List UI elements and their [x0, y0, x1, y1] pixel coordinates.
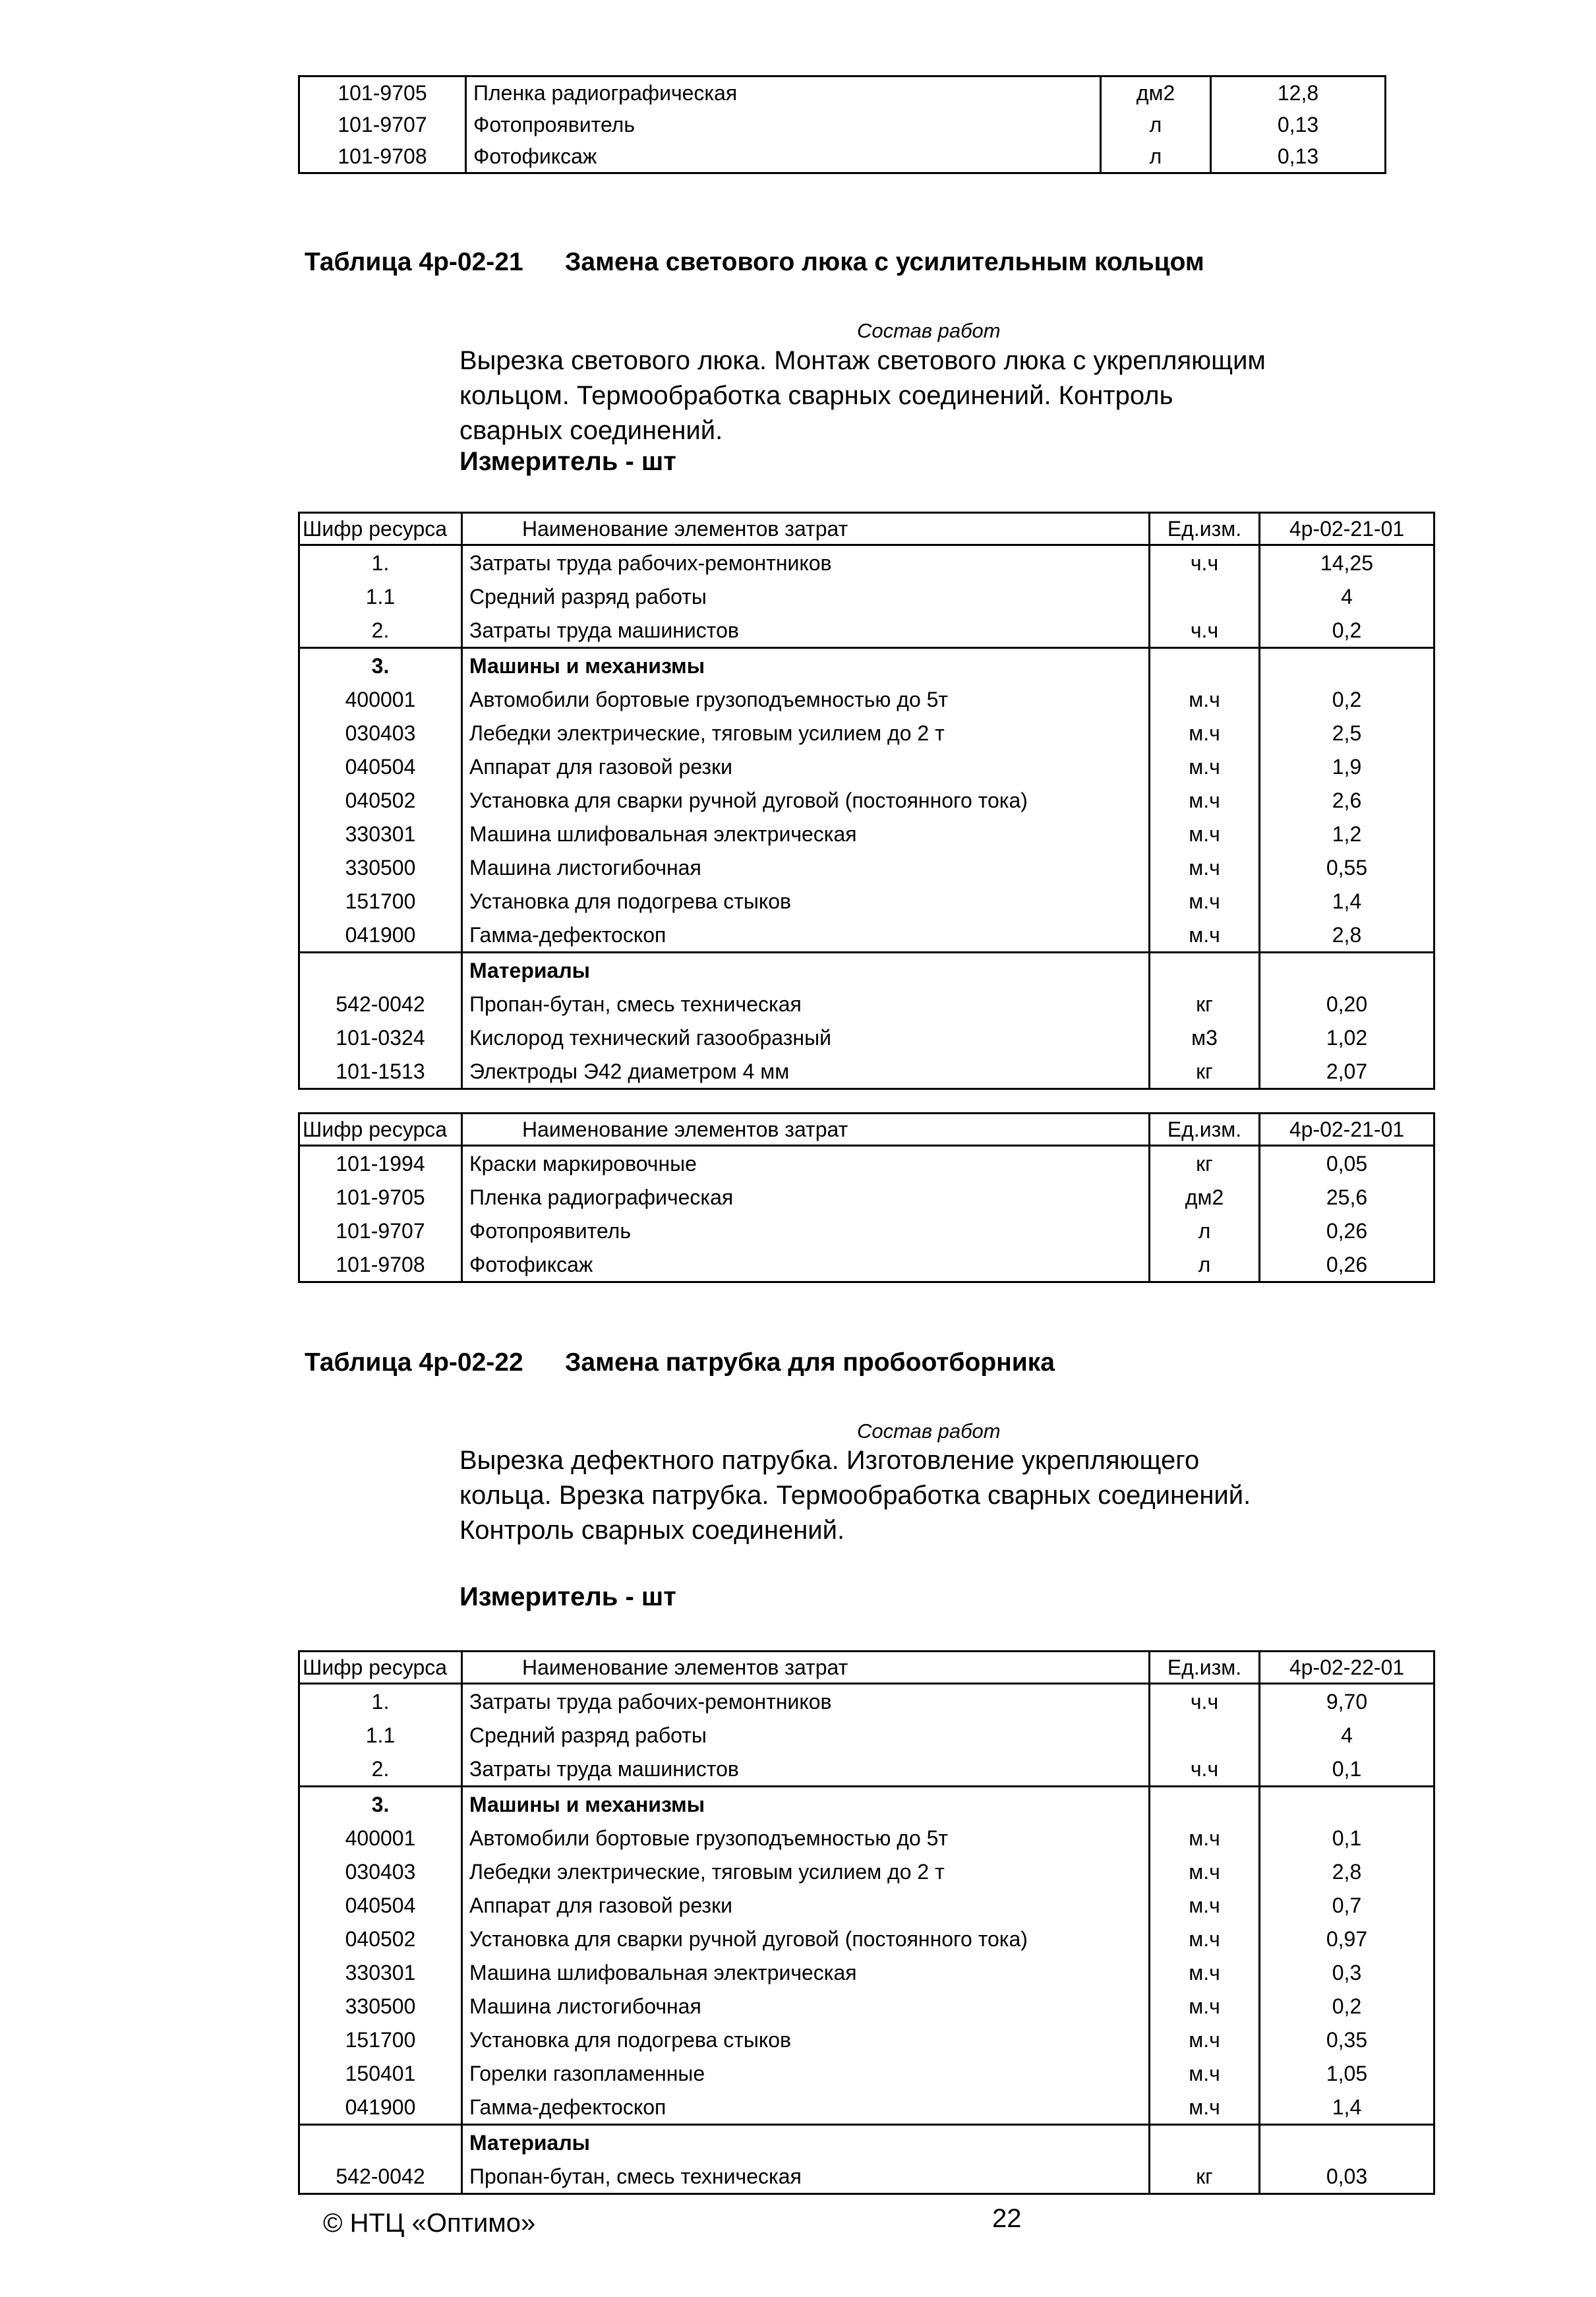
cell-name: Машина листогибочная: [462, 850, 1150, 884]
cell-code: [299, 2125, 462, 2160]
cell-name: Установка для подогрева стыков: [462, 884, 1150, 918]
cell-code: 030403: [299, 716, 462, 750]
cell-name: Электроды Э42 диаметром 4 мм: [462, 1054, 1150, 1089]
table-row: [299, 2159, 1434, 2194]
cell-code: 040502: [299, 783, 462, 817]
cell-code: 101-9707: [299, 1214, 462, 1247]
cell-unit: [1150, 953, 1260, 988]
cell-value: 0,26: [1260, 1247, 1434, 1282]
cell-unit: м.ч: [1150, 783, 1260, 817]
cell-unit: м.ч: [1150, 1888, 1260, 1922]
table-row: [299, 1989, 1434, 2023]
cell-unit: [1150, 1718, 1260, 1752]
section-title: [305, 248, 1204, 277]
cell-code: 040502: [299, 1922, 462, 1955]
materials-table: [298, 1112, 1435, 1283]
cell-unit: кг: [1150, 1054, 1260, 1089]
cell-value: 0,20: [1260, 987, 1434, 1021]
cell-value: 1,4: [1260, 884, 1434, 918]
cell-code: 101-1994: [299, 1146, 462, 1181]
cell-name: Фотопроявитель: [462, 1214, 1150, 1247]
measure-unit: Измеритель - шт: [459, 447, 676, 476]
cell-value: 2,07: [1260, 1054, 1434, 1089]
cell-unit: [1150, 1787, 1260, 1822]
cell-value: 2,8: [1260, 1855, 1434, 1888]
top-table: [298, 75, 1386, 174]
cell-unit: [1150, 648, 1260, 683]
cell-value: 1,02: [1260, 1021, 1434, 1054]
cell-unit: [1150, 2125, 1260, 2160]
section-title: [305, 1348, 1055, 1377]
table-header: Шифр ресурса Наименование элементов затрат Ед.изм. 4р-02-22-01: [299, 1652, 1434, 1684]
table-header: Шифр ресурса Наименование элементов затрат Ед.изм. 4р-02-21-01: [299, 513, 1434, 545]
cell-unit: кг: [1150, 987, 1260, 1021]
cell-value: 4: [1260, 1718, 1434, 1752]
table-row: [299, 613, 1434, 648]
table-row: [299, 953, 1434, 988]
table-row: [299, 1247, 1434, 1282]
table-title: Замена светового люка с усилительным кольцом: [565, 248, 1204, 276]
cell-code: 1.1: [299, 1718, 462, 1752]
cell-unit: кг: [1150, 1146, 1260, 1181]
cell-code: 030403: [299, 1855, 462, 1888]
cell-value: 14,25: [1260, 545, 1434, 580]
cell-code: 040504: [299, 750, 462, 783]
cell-name: Гамма-дефектоскоп: [462, 918, 1150, 953]
cell-value: 0,55: [1260, 850, 1434, 884]
table-row: [299, 1684, 1434, 1719]
cell-unit: м.ч: [1150, 817, 1260, 850]
table-row: [299, 817, 1434, 850]
table-row: [299, 1787, 1434, 1822]
table-title: Замена патрубка для пробоотборника: [565, 1348, 1055, 1377]
cell-name: Машины и механизмы: [462, 648, 1150, 683]
cell-name: Автомобили бортовые грузоподъемностью до 5т: [462, 1821, 1150, 1855]
cell-value: 0,26: [1260, 1214, 1434, 1247]
cell-value: 4: [1260, 580, 1434, 613]
table-row: [299, 2056, 1434, 2090]
cell-unit: м.ч: [1150, 1955, 1260, 1989]
cell-unit: м.ч: [1150, 884, 1260, 918]
cell-name: Кислород технический газообразный: [462, 1021, 1150, 1054]
cost-table: [298, 512, 1435, 1090]
cell-name: Машина листогибочная: [462, 1989, 1150, 2023]
cell-code: [299, 953, 462, 988]
cell-name: Материалы: [462, 953, 1150, 988]
cell-unit: м.ч: [1150, 918, 1260, 953]
cell-code: 2.: [299, 613, 462, 648]
cell-code: 040504: [299, 1888, 462, 1922]
cell-unit: л: [1150, 1214, 1260, 1247]
table-row: [299, 1752, 1434, 1787]
table-row: [299, 783, 1434, 817]
cell-value: 0,7: [1260, 1888, 1434, 1922]
cell-name: Затраты труда машинистов: [462, 1752, 1150, 1787]
cell-unit: м.ч: [1150, 1855, 1260, 1888]
table-row: [299, 1146, 1434, 1181]
cell-code: 101-1513: [299, 1054, 462, 1089]
cell-unit: м.ч: [1150, 2023, 1260, 2056]
cell-unit: ч.ч: [1150, 545, 1260, 580]
cell-code: 101-9708: [299, 1247, 462, 1282]
table-row: [299, 1888, 1434, 1922]
table-row: [299, 1214, 1434, 1247]
cell-value: 1,05: [1260, 2056, 1434, 2090]
cell-unit: м3: [1150, 1021, 1260, 1054]
cell-name: Средний разряд работы: [462, 580, 1150, 613]
cell-code: 151700: [299, 2023, 462, 2056]
table-row: [299, 648, 1434, 683]
cell-code: 542-0042: [299, 987, 462, 1021]
cost-table: [298, 1650, 1435, 2195]
work-description: Вырезка светового люка. Монтаж светового люка с укрепляющим кольцом. Термообработка сварных соединений. Контроль сварных соединений.: [459, 346, 1266, 445]
cell-name: Лебедки электрические, тяговым усилием до 2 т: [462, 716, 1150, 750]
table-row: [299, 1718, 1434, 1752]
cell-value: 25,6: [1260, 1180, 1434, 1214]
cell-value: 0,2: [1260, 1989, 1434, 2023]
cell-value: 0,1: [1260, 1821, 1434, 1855]
cell-value: 9,70: [1260, 1684, 1434, 1719]
cell-code: 330500: [299, 1989, 462, 2023]
table-row: [299, 2090, 1434, 2125]
cell-unit: л: [1150, 1247, 1260, 1282]
cell-name: Автомобили бортовые грузоподъемностью до 5т: [462, 682, 1150, 716]
measure-unit: Измеритель - шт: [459, 1582, 676, 1611]
table-row: 101-9707 Фотопроявитель л 0,13: [299, 109, 1386, 140]
page-number: 22: [992, 2204, 1022, 2233]
table-row: [299, 1955, 1434, 1989]
sostav-label: Состав работ: [857, 319, 1001, 342]
sostav-label: Состав работ: [857, 1419, 1001, 1443]
cell-name: Лебедки электрические, тяговым усилием до 2 т: [462, 1855, 1150, 1888]
table-row: [299, 1855, 1434, 1888]
cell-value: 0,35: [1260, 2023, 1434, 2056]
cell-unit: м.ч: [1150, 1922, 1260, 1955]
cell-unit: м.ч: [1150, 682, 1260, 716]
cell-name: Пропан-бутан, смесь техническая: [462, 987, 1150, 1021]
cell-name: Машины и механизмы: [462, 1787, 1150, 1822]
cell-value: 0,2: [1260, 613, 1434, 648]
cell-unit: м.ч: [1150, 1989, 1260, 2023]
cell-name: Установка для сварки ручной дуговой (постоянного тока): [462, 783, 1150, 817]
cell-value: 2,6: [1260, 783, 1434, 817]
cell-name: Затраты труда машинистов: [462, 613, 1150, 648]
table-row: [299, 1054, 1434, 1089]
table-row: [299, 580, 1434, 613]
cell-name: Материалы: [462, 2125, 1150, 2160]
cell-name: Затраты труда рабочих-ремонтников: [462, 545, 1150, 580]
cell-name: Средний разряд работы: [462, 1718, 1150, 1752]
cell-code: 400001: [299, 682, 462, 716]
cell-unit: м.ч: [1150, 716, 1260, 750]
cell-code: 150401: [299, 2056, 462, 2090]
cell-name: Аппарат для газовой резки: [462, 1888, 1150, 1922]
cell-code: 1.1: [299, 580, 462, 613]
cell-name: Машина шлифовальная электрическая: [462, 1955, 1150, 1989]
cell-code: 3.: [299, 1787, 462, 1822]
cell-code: 101-0324: [299, 1021, 462, 1054]
cell-value: 0,2: [1260, 682, 1434, 716]
cell-code: 041900: [299, 2090, 462, 2125]
cell-code: 151700: [299, 884, 462, 918]
cell-code: 041900: [299, 918, 462, 953]
table-row: [299, 2023, 1434, 2056]
table-row: [299, 884, 1434, 918]
cell-code: 3.: [299, 648, 462, 683]
cell-name: Краски маркировочные: [462, 1146, 1150, 1181]
cell-code: 400001: [299, 1821, 462, 1855]
cell-value: [1260, 648, 1434, 683]
cell-name: Пленка радиографическая: [462, 1180, 1150, 1214]
cell-value: 0,03: [1260, 2159, 1434, 2194]
cell-unit: м.ч: [1150, 850, 1260, 884]
table-row: [299, 2125, 1434, 2160]
table-row: [299, 1922, 1434, 1955]
table-header: Шифр ресурса Наименование элементов затрат Ед.изм. 4р-02-21-01: [299, 1114, 1434, 1146]
table-row: [299, 1821, 1434, 1855]
cell-code: 2.: [299, 1752, 462, 1787]
cell-code: 330301: [299, 1955, 462, 1989]
cell-name: Затраты труда рабочих-ремонтников: [462, 1684, 1150, 1719]
cell-code: 330301: [299, 817, 462, 850]
cell-value: [1260, 953, 1434, 988]
cell-unit: [1150, 580, 1260, 613]
cell-value: 2,5: [1260, 716, 1434, 750]
cell-value: [1260, 1787, 1434, 1822]
cell-unit: м.ч: [1150, 2056, 1260, 2090]
cell-name: Горелки газопламенные: [462, 2056, 1150, 2090]
cell-name: Машина шлифовальная электрическая: [462, 817, 1150, 850]
cell-value: 1,9: [1260, 750, 1434, 783]
table-row: 101-9708 Фотофиксаж л 0,13: [299, 140, 1386, 173]
cell-unit: м.ч: [1150, 750, 1260, 783]
cell-name: Пропан-бутан, смесь техническая: [462, 2159, 1150, 2194]
cell-code: 1.: [299, 545, 462, 580]
cell-value: 0,97: [1260, 1922, 1434, 1955]
cell-name: Гамма-дефектоскоп: [462, 2090, 1150, 2125]
table-row: [299, 918, 1434, 953]
cell-value: [1260, 2125, 1434, 2160]
table-row: [299, 716, 1434, 750]
table-number: Таблица 4р-02-21: [305, 248, 523, 276]
table-row: [299, 682, 1434, 716]
table-number: Таблица 4р-02-22: [305, 1348, 523, 1377]
cell-code: 542-0042: [299, 2159, 462, 2194]
cell-value: 1,4: [1260, 2090, 1434, 2125]
copyright: © НТЦ «Оптимо»: [323, 2209, 536, 2238]
cell-name: Установка для подогрева стыков: [462, 2023, 1150, 2056]
cell-unit: ч.ч: [1150, 1752, 1260, 1787]
cell-value: 0,3: [1260, 1955, 1434, 1989]
cell-code: 101-9705: [299, 1180, 462, 1214]
cell-unit: ч.ч: [1150, 613, 1260, 648]
cell-unit: м.ч: [1150, 2090, 1260, 2125]
table-row: [299, 750, 1434, 783]
table-row: [299, 545, 1434, 580]
cell-unit: ч.ч: [1150, 1684, 1260, 1719]
table-row: [299, 1180, 1434, 1214]
table-row: [299, 987, 1434, 1021]
cell-value: 1,2: [1260, 817, 1434, 850]
cell-code: 330500: [299, 850, 462, 884]
cell-name: Фотофиксаж: [462, 1247, 1150, 1282]
cell-value: 2,8: [1260, 918, 1434, 953]
cell-value: 0,1: [1260, 1752, 1434, 1787]
cell-unit: м.ч: [1150, 1821, 1260, 1855]
table-row: [299, 850, 1434, 884]
cell-value: 0,05: [1260, 1146, 1434, 1181]
work-description: Вырезка дефектного патрубка. Изготовление укрепляющего кольца. Врезка патрубка. Термообработка сварных соединений. Контроль сварных соединений.: [459, 1446, 1251, 1545]
cell-unit: кг: [1150, 2159, 1260, 2194]
cell-unit: дм2: [1150, 1180, 1260, 1214]
cell-name: Установка для сварки ручной дуговой (постоянного тока): [462, 1922, 1150, 1955]
table-row: [299, 1021, 1434, 1054]
cell-name: Аппарат для газовой резки: [462, 750, 1150, 783]
table-row: 101-9705 Пленка радиографическая дм2 12,8: [299, 76, 1386, 109]
cell-code: 1.: [299, 1684, 462, 1719]
